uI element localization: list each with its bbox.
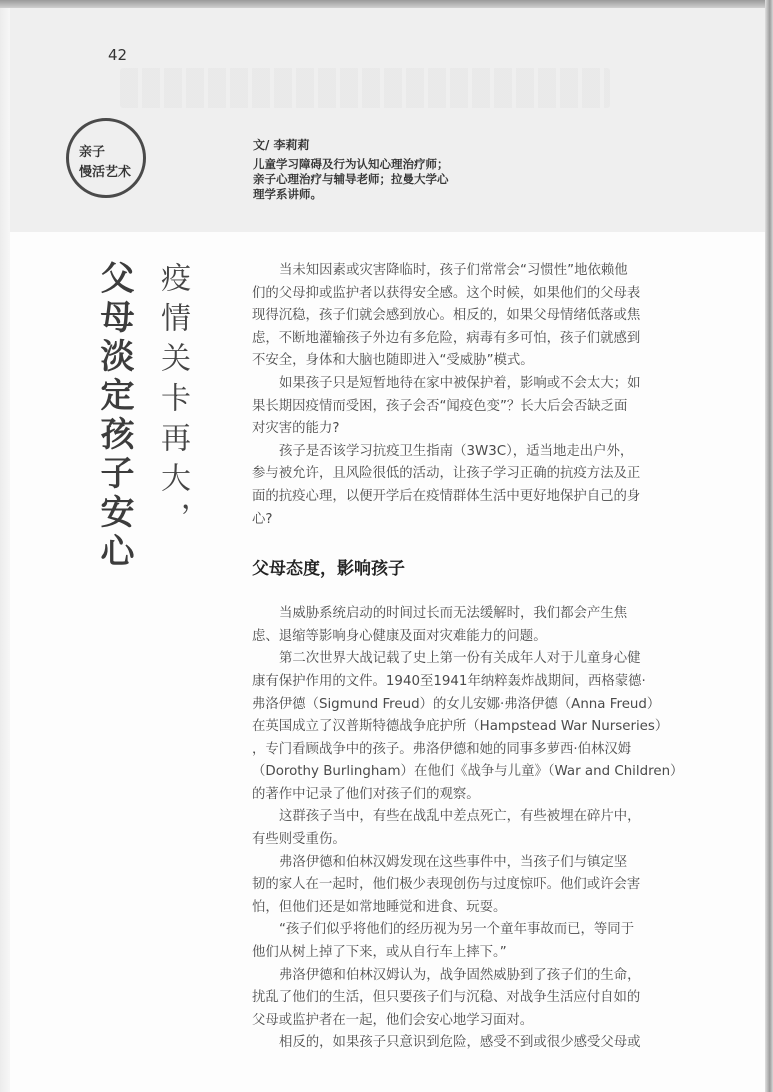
text-line: 扰乱了他们的生活，但只要孩子们与沉稳、对战争生活应付自如的 [252, 990, 641, 1006]
scan-right-edge [765, 0, 773, 1092]
author-block [253, 138, 449, 202]
text-line: 这群孩子当中，有些在战乱中差点死亡，有些被埋在碎片中， [279, 809, 641, 825]
text-line: 心? [252, 511, 273, 527]
text-line: “孩子们似乎将他们的经历视为另一个童年事故而已，等同于 [279, 922, 635, 938]
text-line: ，专门看顾战争中的孩子。弗洛伊德和她的同事多萝西·伯林汉姆 [252, 741, 632, 757]
article-title: 父母淡定孩子安心 [94, 260, 134, 572]
text-line: 弗洛伊德和伯林汉姆认为，战争固然威胁到了孩子们的生命， [279, 967, 641, 983]
column-badge-line1: 亲子 [79, 145, 106, 160]
text-line: 怕，但他们还是如常地睡觉和进食、玩耍。 [252, 899, 507, 915]
text-line: 弗洛伊德（Sigmund Freud）的女儿安娜·弗洛伊德（Anna Freud） [252, 696, 661, 712]
text-line: 虑、退缩等影响身心健康及面对灾难能力的问题。 [252, 628, 547, 644]
article-body [252, 260, 712, 1055]
scan-top-edge [0, 0, 773, 8]
paragraph [252, 373, 712, 441]
text-line: （Dorothy Burlingham）在他们《战争与儿童》（War and Children） [252, 764, 684, 780]
text-line: 他们从树上掉了下来，或从自行车上摔下。” [252, 945, 507, 961]
section-heading: 父母态度，影响孩子 [252, 559, 405, 580]
paragraph [252, 965, 712, 1033]
text-line: 父母或监护者在一起，他们会安心地学习面对。 [252, 1012, 534, 1028]
text-line: 有些则受重伤。 [252, 832, 346, 848]
text-line: 现得沉稳，孩子们就会感到放心。相反的，如果父母情绪低落或焦 [252, 308, 641, 324]
text-line: 参与被允许，且风险很低的活动，让孩子学习正确的抗疫方法及正 [252, 466, 641, 482]
text-line: 虑，不断地灌输孩子外边有多危险，病毒有多可怕，孩子们就感到 [252, 330, 641, 346]
paragraph [252, 260, 712, 373]
text-line: 果长期因疫情而受困，孩子会否“闻疫色变”？长大后会否缺乏面 [252, 398, 628, 414]
text-line: 当威胁系统启动的时间过长而无法缓解时，我们都会产生焦 [279, 606, 628, 622]
magazine-page [10, 8, 765, 1092]
paragraph [252, 648, 712, 806]
text-line: 康有保护作用的文件。1940至1941年纳粹轰炸战期间，西格蒙德· [252, 673, 646, 689]
author-bio-line: 亲子心理治疗与辅导老师；拉曼大学心 [253, 172, 449, 186]
text-line: 的著作中记录了他们对孩子们的观察。 [252, 786, 480, 802]
text-line: 面的抗疫心理，以便开学后在疫情群体生活中更好地保护自己的身 [252, 488, 641, 504]
author-bio-line: 儿童学习障碍及行为认知心理治疗师； [253, 157, 449, 171]
text-line: 当未知因素或灾害降临时，孩子们常常会“习惯性”地依赖他 [279, 263, 628, 278]
text-line: 第二次世界大战记载了史上第一份有关成年人对于儿童身心健 [279, 651, 641, 667]
page-number: 42 [108, 46, 128, 64]
column-badge [66, 118, 146, 198]
quote-paragraph [252, 919, 712, 964]
author-byline: 文/ 李莉莉 [253, 138, 310, 152]
text-line: 对灾害的能力? [252, 421, 340, 437]
paragraph [252, 441, 712, 531]
text-line: 相反的，如果孩子只意识到危险，感受不到或很少感受父母或 [279, 1035, 641, 1051]
text-line: 们的父母抑或监护者以获得安全感。这个时候，如果他们的父母表 [252, 285, 641, 301]
header-band [10, 8, 765, 232]
text-line: 孩子是否该学习抗疫卫生指南（3W3C），适当地走出户外， [279, 443, 634, 459]
paragraph [252, 806, 712, 851]
author-bio [253, 157, 449, 202]
scan-left-edge [0, 8, 10, 1092]
paragraph [252, 852, 712, 920]
text-line: 韧的家人在一起时，他们极少表现创伤与过度惊吓。他们或许会害 [252, 877, 641, 893]
text-line: 不安全，身体和大脑也随即进入“受威胁”模式。 [252, 353, 534, 369]
paragraph [252, 1032, 712, 1055]
faded-bleedthrough-title [120, 68, 610, 108]
paragraph [252, 603, 712, 648]
article-subtitle: 疫情关卡再大， [155, 262, 190, 542]
text-line: 在英国成立了汉普斯特德战争庇护所（Hampstead War Nurseries） [252, 719, 669, 735]
text-line: 如果孩子只是短暂地待在家中被保护着，影响或不会太大；如 [279, 375, 641, 391]
column-badge-line2: 慢活艺术 [79, 165, 132, 180]
text-line: 弗洛伊德和伯林汉姆发现在这些事件中，当孩子们与镇定坚 [279, 854, 628, 870]
author-bio-line: 理学系讲师。 [253, 187, 322, 201]
